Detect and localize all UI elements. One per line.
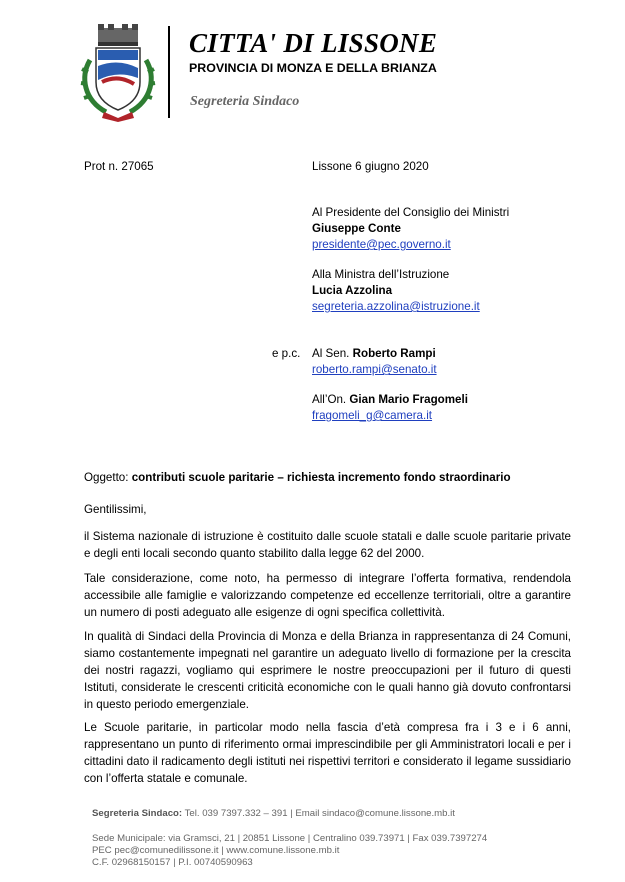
cc-block [312, 392, 468, 424]
province-name: PROVINCIA DI MONZA E DELLA BRIANZA [189, 61, 437, 75]
cc-name: Gian Mario Fragomeli [349, 393, 468, 406]
office-name: Segreteria Sindaco [190, 94, 300, 109]
footer-office-details: Tel. 039 7397.332 – 391 | Email sindaco@comune.lissone.mb.it [184, 808, 455, 819]
recipient-name: Lucia Azzolina [312, 284, 393, 297]
subject-label: Oggetto: [84, 471, 129, 484]
cc-label: e p.c. [272, 347, 301, 360]
footer-address: Sede Municipale: via Gramsci, 21 | 20851 Lissone | Centralino 039.73971 | Fax 039.7397274 [92, 833, 488, 844]
body-paragraph: Tale considerazione, come noto, ha permesso di integrare l’offerta formativa, rendendola accessibile alle famiglie e valorizzando competenze ed eccellenze territoriali, oltre a garantire un numero di posti adeguato alle esigenze di ogni specifica collettività. [84, 572, 571, 619]
subject-text: contributi scuole paritarie – richiesta incremento fondo straordinario [131, 471, 511, 484]
subject-line [84, 470, 511, 486]
city-coat-of-arms [76, 22, 160, 122]
header-divider-line [168, 26, 170, 118]
greeting: Gentilissimi, [84, 503, 147, 516]
cc-email-link[interactable]: fragomeli_g@camera.it [312, 409, 433, 422]
recipient-block [312, 205, 509, 253]
recipient-email-link[interactable]: presidente@pec.governo.it [312, 238, 451, 251]
city-title: CITTA' DI LISSONE [189, 28, 438, 58]
recipient-block [312, 267, 480, 315]
footer-office-label: Segreteria Sindaco: [92, 808, 183, 819]
recipient-role: Alla Ministra dell’Istruzione [312, 268, 450, 281]
cc-email-link[interactable]: roberto.rampi@senato.it [312, 363, 437, 376]
cc-role: Al Sen. [312, 347, 350, 360]
footer-office-contacts [92, 808, 455, 820]
protocol-number: Prot n. 27065 [84, 160, 154, 173]
cc-block [312, 346, 437, 378]
footer-pec-web: PEC pec@comunedilissone.it | www.comune.lissone.mb.it [92, 845, 340, 856]
body-paragraph: Le Scuole paritarie, in particolar modo nella fascia d’età compresa fra i 3 e i 6 anni, rappresentano un punto di riferimento ormai imprescindibile per gli Amministratori locali e per i cittadini dato il radicamento degli istituti nei rispettivi territori e considerato il legame sussidiario con l’offerta statale e comunale. [84, 721, 571, 785]
body-paragraph: il Sistema nazionale di istruzione è costituito dalle scuole statali e dalle scuole paritarie private e degli enti locali secondo quanto stabilito dalla legge 62 del 2000. [84, 530, 571, 560]
footer-tax-codes: C.F. 02968150157 | P.I. 00740590963 [92, 857, 253, 868]
recipient-role: Al Presidente del Consiglio dei Ministri [312, 206, 510, 219]
recipient-email-link[interactable]: segreteria.azzolina@istruzione.it [312, 300, 480, 313]
recipient-name: Giuseppe Conte [312, 222, 401, 235]
body-paragraph: In qualità di Sindaci della Provincia di Monza e della Brianza in rappresentanza di 24 Comuni, siamo costantemente impegnati nel garantire un adeguato livello di formazione per la crescita dei nostri ragazzi, vogliamo qui esprimere le nostre preoccupazioni per il futuro di questi Istituti, considerate le crescenti criticità economiche con le quali hanno già dovuto confrontarsi in questo periodo emergenziale. [84, 630, 571, 711]
cc-name: Roberto Rampi [352, 347, 436, 360]
place-date: Lissone 6 giugno 2020 [312, 160, 429, 173]
cc-role: All’On. [312, 393, 347, 406]
